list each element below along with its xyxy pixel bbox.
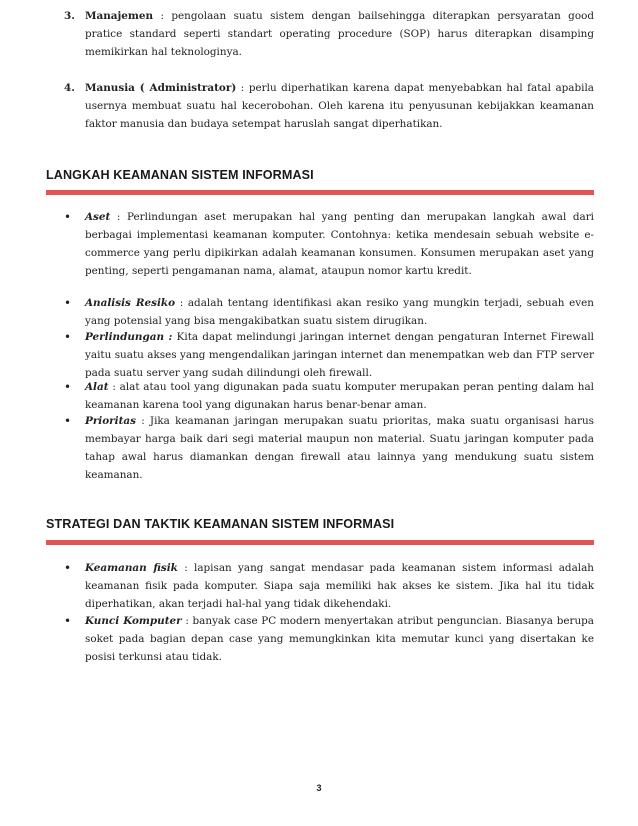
section-divider — [46, 190, 594, 195]
list-item-keamanan-fisik — [85, 559, 594, 613]
list-item-manusia — [85, 79, 594, 133]
list-item-manajemen — [85, 7, 594, 61]
item-text: : Perlindungan aset merupakan hal yang penting dan merupakan langkah awal dari berbagai implementasi keamanan komputer. Contohnya: ketika mendesain sebuah website e-commerce yang perlu dipikirkan adalah keamanan konsumen. Konsumen merupakan aset yang penting, seperti pengamanan nama, alamat, ataupun nomor kartu kredit. — [85, 211, 594, 277]
list-item-alat — [85, 378, 594, 414]
list-item-perlindungan — [85, 328, 594, 382]
bullet-icon: • — [64, 414, 72, 428]
item-text: : perlu diperhatikan karena dapat menyebabkan hal fatal apabila usernya membuat suatu hal kecerobohan. Oleh karena itu penyusunan kebijakkan keamanan faktor manusia dan budaya setempat haruslah sangat diperhatikan. — [85, 82, 594, 130]
item-label: Kunci Komputer — [85, 615, 182, 627]
bullet-icon: • — [64, 296, 72, 310]
page-number: 3 — [316, 783, 322, 793]
bullet-icon: • — [64, 614, 72, 628]
item-label: Manusia ( Administrator) — [85, 82, 237, 94]
item-text: : adalah tentang identifikasi akan resiko yang mungkin terjadi, sebuah even yang potensial yang bisa mengakibatkan suatu sistem dirugikan. — [85, 297, 595, 327]
section-divider — [46, 540, 594, 545]
list-number: 3. — [64, 10, 75, 22]
bullet-icon: • — [64, 380, 72, 394]
item-label: Manajemen — [85, 10, 154, 22]
bullet-icon: • — [64, 330, 72, 344]
item-label: Analisis Resiko — [85, 297, 176, 309]
section-heading: STRATEGI DAN TAKTIK KEAMANAN SISTEM INFORMASI — [46, 517, 395, 531]
item-label: Keamanan fisik — [85, 562, 178, 574]
item-label: Alat — [85, 381, 109, 393]
list-item-analisis-resiko — [85, 294, 594, 330]
item-text: : lapisan yang sangat mendasar pada keamanan sistem informasi adalah keamanan fisik pada komputer. Siapa saja memiliki hak akses ke sistem. Jika hal itu tidak diperhatikan, akan terjadi hal-hal yang tidak dikehendaki. — [85, 562, 594, 610]
list-number: 4. — [64, 82, 75, 94]
section-heading: LANGKAH KEAMANAN SISTEM INFORMASI — [46, 168, 314, 182]
bullet-icon: • — [64, 561, 72, 575]
item-label: Perlindungan : — [85, 331, 173, 343]
list-item-aset — [85, 208, 594, 280]
item-text: : pengolaan suatu sistem dengan bailsehingga diterapkan persyaratan good pratice standard seperti standart operating procedure (SOP) harus diterapkan disamping memikirkan hal teknologinya. — [85, 10, 594, 58]
bullet-icon: • — [64, 210, 72, 224]
item-label: Prioritas — [85, 415, 136, 427]
list-item-kunci-komputer — [85, 612, 594, 666]
item-label: Aset — [85, 211, 111, 223]
item-text: : Jika keamanan jaringan merupakan suatu prioritas, maka suatu organisasi harus membayar harga baik dari segi material maupun non material. Suatu jaringan komputer pada tahap awal harus diamankan dengan firewall atau lainnya yang mendukung suatu sistem keamanan. — [85, 415, 594, 481]
item-text: Kita dapat melindungi jaringan internet dengan pengaturan Internet Firewall yaitu suatu akses yang mengendalikan jaringan internet dan menempatkan web dan FTP server pada suatu server yang sudah dilindungi oleh firewall. — [85, 331, 594, 379]
item-text: : banyak case PC modern menyertakan atribut penguncian. Biasanya berupa soket pada bagian depan case yang memungkinkan kita memutar kunci yang disertakan ke posisi terkunsi atau tidak. — [85, 615, 594, 663]
list-item-prioritas — [85, 412, 594, 484]
item-text: : alat atau tool yang digunakan pada suatu komputer merupakan peran penting dalam hal keamanan karena tool yang digunakan harus benar-benar aman. — [85, 381, 594, 411]
